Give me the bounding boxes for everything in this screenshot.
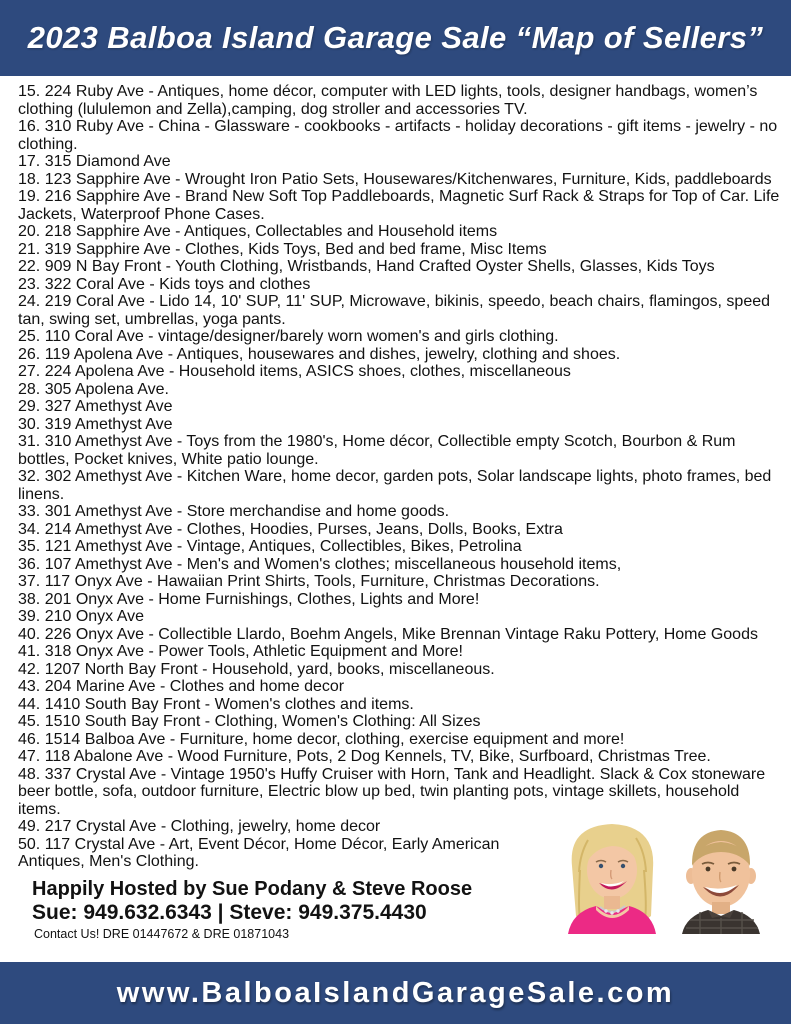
list-item: 30. 319 Amethyst Ave xyxy=(18,415,173,433)
page-title: 2023 Balboa Island Garage Sale “Map of Sellers” xyxy=(27,20,764,55)
list-item: 42. 1207 North Bay Front - Household, yard, books, miscellaneous. xyxy=(18,660,495,678)
list-item: 38. 201 Onyx Ave - Home Furnishings, Clothes, Lights and More! xyxy=(18,590,480,608)
sue-photo xyxy=(568,824,656,934)
list-item: 19. 216 Sapphire Ave - Brand New Soft Top Paddleboards, Magnetic Surf Rack & Straps for Top of Car. Life Jackets, Waterproof Phone Cases. xyxy=(18,188,780,223)
list-item: 20. 218 Sapphire Ave - Antiques, Collectables and Household items xyxy=(18,223,498,240)
list-item: 29. 327 Amethyst Ave xyxy=(18,398,173,415)
list-item: 25. 110 Coral Ave - vintage/designer/barely worn women's and girls clothing. xyxy=(18,328,559,345)
hosts-photos-image xyxy=(550,820,783,934)
list-item: 48. 337 Crystal Ave - Vintage 1950's Huffy Cruiser with Horn, Tank and Headlight. Slack & Cox stoneware beer bottle, sofa, outdoor furniture, Electric blow up bed, twin planting pots, vintage skillets, household items. xyxy=(18,765,766,818)
list-item: 26. 119 Apolena Ave - Antiques, housewares and dishes, jewelry, clothing and shoes. xyxy=(18,345,621,363)
website-bar xyxy=(0,962,791,1024)
list-item: 50. 117 Crystal Ave - Art, Event Décor, Home Décor, Early American Antiques, Men's Clothing. xyxy=(18,835,500,870)
list-item: 47. 118 Abalone Ave - Wood Furniture, Pots, 2 Dog Kennels, TV, Bike, Surfboard, Christmas Tree. xyxy=(18,748,711,765)
list-item: 24. 219 Coral Ave - Lido 14, 10' SUP, 11' SUP, Microwave, bikinis, speedo, beach chairs, flamingos, speed tan, swing set, umbrellas, yoga pants. xyxy=(18,293,771,328)
steve-photo xyxy=(682,830,760,934)
list-item: 44. 1410 South Bay Front - Women's clothes and items. xyxy=(18,695,414,713)
list-item: 32. 302 Amethyst Ave - Kitchen Ware, home decor, garden pots, Solar landscape lights, photo frames, bed linens. xyxy=(18,468,772,503)
seller-list xyxy=(0,76,791,962)
list-item: 28. 305 Apolena Ave. xyxy=(18,380,169,398)
list-item: 34. 214 Amethyst Ave - Clothes, Hoodies, Purses, Jeans, Dolls, Books, Extra xyxy=(18,520,563,538)
hosted-by-line: Happily Hosted by Sue Podany & Steve Roose xyxy=(32,877,473,900)
list-item: 17. 315 Diamond Ave xyxy=(18,153,171,170)
phone-numbers-line: Sue: 949.632.6343 | Steve: 949.375.4430 xyxy=(32,900,427,924)
list-item: 39. 210 Onyx Ave xyxy=(18,608,145,625)
hosts-photos xyxy=(550,820,783,934)
list-item: 16. 310 Ruby Ave - China - Glassware - cookbooks - artifacts - holiday decorations - gift items - jewelry - no clothing. xyxy=(18,118,778,153)
list-item: 45. 1510 South Bay Front - Clothing, Women's Clothing: All Sizes xyxy=(18,713,481,730)
list-item: 41. 318 Onyx Ave - Power Tools, Athletic Equipment and More! xyxy=(18,643,463,660)
list-item: 35. 121 Amethyst Ave - Vintage, Antiques, Collectibles, Bikes, Petrolina xyxy=(18,538,522,555)
dre-license-line: Contact Us! DRE 01447672 & DRE 01871043 xyxy=(34,926,290,941)
list-item: 27. 224 Apolena Ave - Household items, ASICS shoes, clothes, miscellaneous xyxy=(18,363,571,380)
list-item: 40. 226 Onyx Ave - Collectible Llardo, Boehm Angels, Mike Brennan Vintage Raku Pottery, Home Goods xyxy=(18,625,758,643)
list-item: 18. 123 Sapphire Ave - Wrought Iron Patio Sets, Housewares/Kitchenwares, Furniture, Kids, paddleboards xyxy=(18,170,772,188)
list-item: 23. 322 Coral Ave - Kids toys and clothes xyxy=(18,275,311,293)
list-item: 31. 310 Amethyst Ave - Toys from the 1980's, Home décor, Collectible empty Scotch, Bourbon & Rum bottles, Pocket knives, White patio lounge. xyxy=(18,433,736,468)
list-item: 22. 909 N Bay Front - Youth Clothing, Wristbands, Hand Crafted Oyster Shells, Glasses, Kids Toys xyxy=(18,258,715,275)
list-item: 49. 217 Crystal Ave - Clothing, jewelry, home decor xyxy=(18,818,381,835)
website-url: www.BalboaIslandGarageSale.com xyxy=(116,976,675,1009)
seller-list-main xyxy=(18,83,785,818)
list-item: 46. 1514 Balboa Ave - Furniture, home decor, clothing, exercise equipment and more! xyxy=(18,730,625,748)
header-bar xyxy=(0,0,791,76)
list-item: 15. 224 Ruby Ave - Antiques, home décor, computer with LED lights, tools, designer handbags, women’s clothing (lululemon and Zella),camping, dog stroller and accessories TV. xyxy=(18,83,758,118)
list-item: 36. 107 Amethyst Ave - Men's and Women's clothes; miscellaneous household items, xyxy=(18,555,622,573)
list-item: 37. 117 Onyx Ave - Hawaiian Print Shirts, Tools, Furniture, Christmas Decorations. xyxy=(18,573,600,590)
list-item: 43. 204 Marine Ave - Clothes and home decor xyxy=(18,678,345,695)
list-item: 33. 301 Amethyst Ave - Store merchandise and home goods. xyxy=(18,503,450,520)
list-item: 21. 319 Sapphire Ave - Clothes, Kids Toys, Bed and bed frame, Misc Items xyxy=(18,240,547,258)
